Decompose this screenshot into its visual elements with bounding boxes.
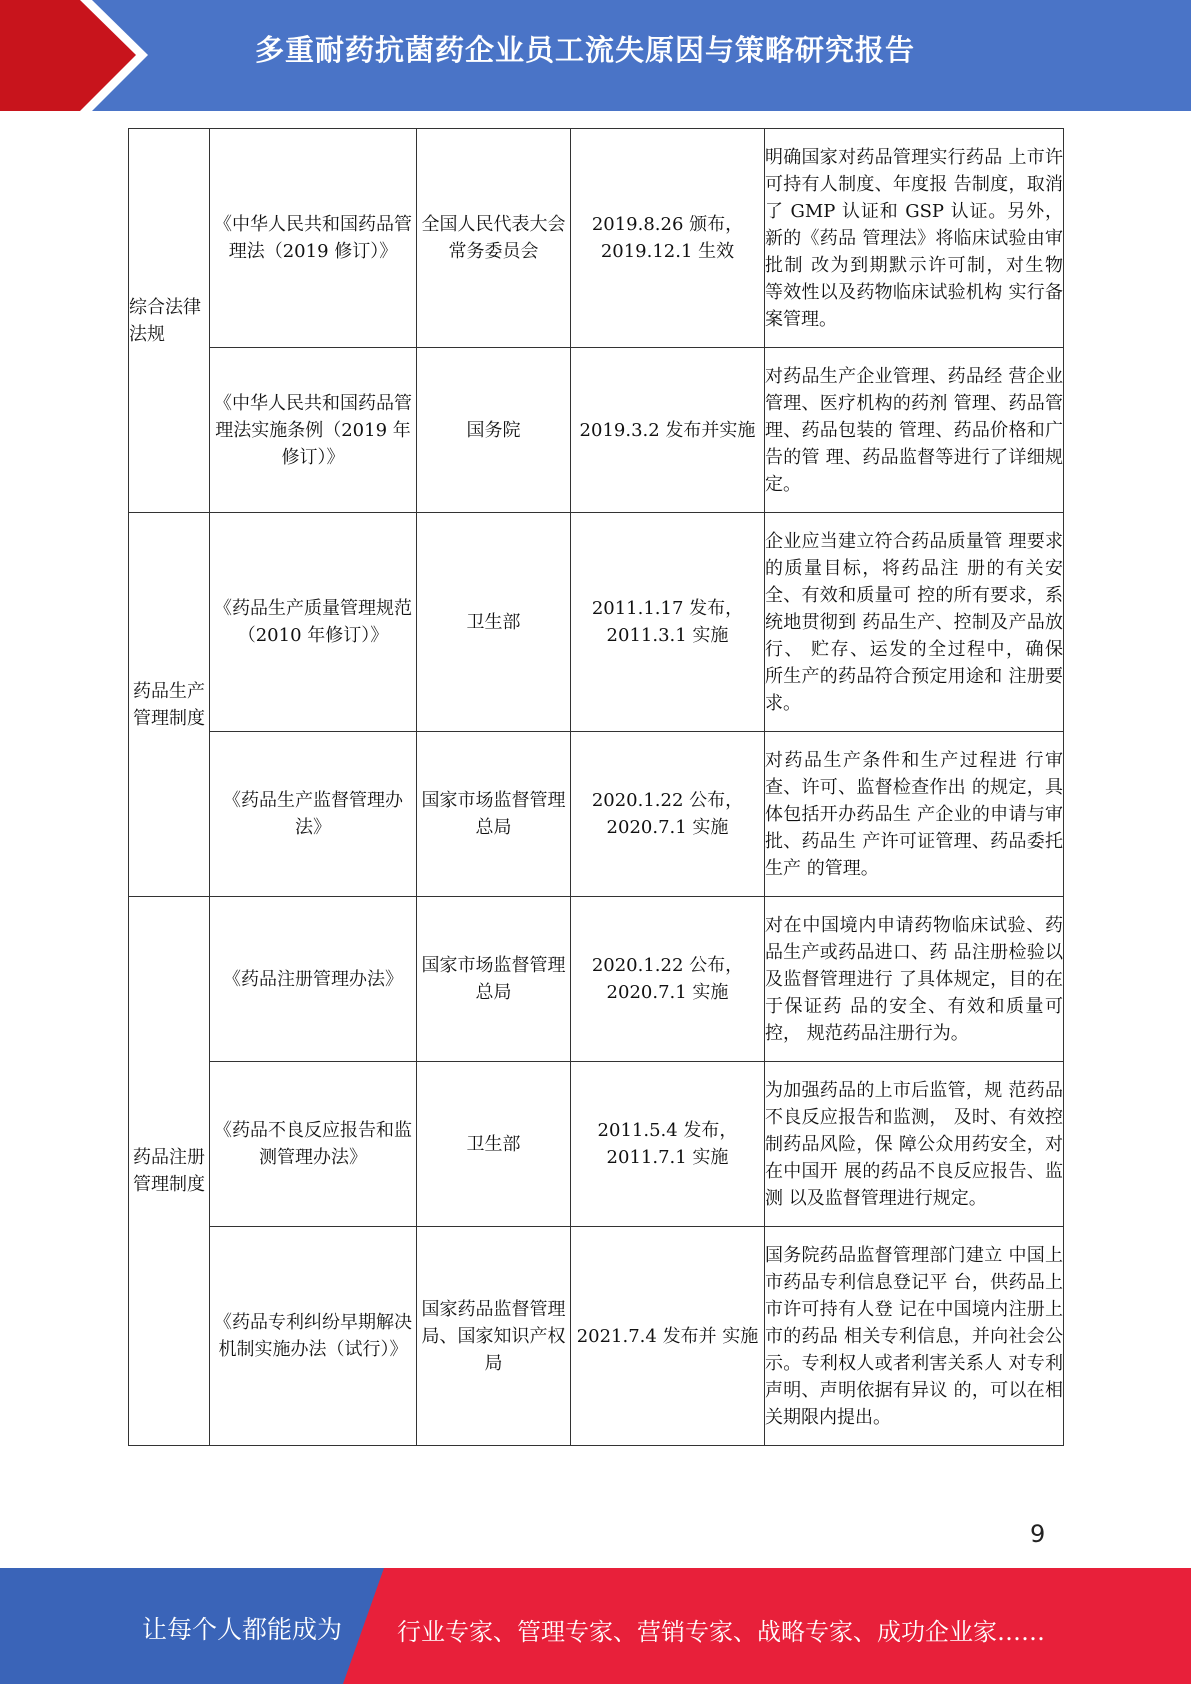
report-title: 多重耐药抗菌药企业员工流失原因与策略研究报告 bbox=[255, 33, 916, 67]
page-footer bbox=[0, 1568, 1191, 1684]
table-row bbox=[129, 348, 1064, 513]
regulation-name-cell: 《药品注册管理办法》 bbox=[210, 897, 417, 1062]
date-cell: 2019.8.26 颁布， 2019.12.1 生效 bbox=[571, 129, 765, 348]
table-row bbox=[129, 1062, 1064, 1227]
issuer-cell: 卫生部 bbox=[417, 1062, 571, 1227]
issuer-cell: 国家市场监督管理总局 bbox=[417, 732, 571, 897]
date-cell: 2011.5.4 发布， 2011.7.1 实施 bbox=[571, 1062, 765, 1227]
description-cell: 为加强药品的上市后监管，规 范药品不良反应报告和监测， 及时、有效控制药品风险，保 障公众用药安全，对在中国开 展的药品不良反应报告、监测 以及监督管理进行规定。 bbox=[765, 1062, 1064, 1227]
table-row bbox=[129, 1227, 1064, 1446]
regulation-name-cell: 《药品专利纠纷早期解决机制实施办法（试行）》 bbox=[210, 1227, 417, 1446]
description-cell: 明确国家对药品管理实行药品 上市许可持有人制度、年度报 告制度，取消了 GMP 认证和 GSP 认证。另外，新的《药品 管理法》将临床试验由审批制 改为到期默示许可制，对生物 等效性以及药物临床试验机构 实行备案管理。 bbox=[765, 129, 1064, 348]
page-number: 9 bbox=[1030, 1520, 1046, 1548]
description-cell: 对在中国境内申请药物临床试验、药品生产或药品进口、药 品注册检验以及监督管理进行 了具体规定，目的在于保证药 品的安全、有效和质量可控， 规范药品注册行为。 bbox=[765, 897, 1064, 1062]
footer-slogan-right: 行业专家、管理专家、营销专家、战略专家、成功企业家…… bbox=[397, 1618, 1045, 1646]
table-row bbox=[129, 129, 1064, 348]
issuer-cell: 国家药品监督管理局、国家知识产权局 bbox=[417, 1227, 571, 1446]
table-row bbox=[129, 732, 1064, 897]
issuer-cell: 国务院 bbox=[417, 348, 571, 513]
regulation-name-cell: 《中华人民共和国药品管理法（2019 修订）》 bbox=[210, 129, 417, 348]
issuer-cell: 国家市场监督管理总局 bbox=[417, 897, 571, 1062]
category-cell: 药品注册管理制度 bbox=[129, 897, 210, 1446]
table-row bbox=[129, 897, 1064, 1062]
regulation-name-cell: 《中华人民共和国药品管理法实施条例（2019 年修订）》 bbox=[210, 348, 417, 513]
regulations-table bbox=[128, 128, 1064, 1446]
header-chevron-decoration bbox=[0, 0, 150, 111]
description-cell: 国务院药品监督管理部门建立 中国上市药品专利信息登记平 台，供药品上市许可持有人登 记在中国境内注册上市的药品 相关专利信息，并向社会公 示。专利权人或者利害关系人 对专利声明、声明依据有异议 的，可以在相关期限内提出。 bbox=[765, 1227, 1064, 1446]
issuer-cell: 卫生部 bbox=[417, 513, 571, 732]
regulation-name-cell: 《药品不良反应报告和监测管理办法》 bbox=[210, 1062, 417, 1227]
category-cell: 综合法律法规 bbox=[129, 129, 210, 513]
date-cell: 2021.7.4 发布并 实施 bbox=[571, 1227, 765, 1446]
description-cell: 对药品生产企业管理、药品经 营企业管理、医疗机构的药剂 管理、药品管理、药品包装的 管理、药品价格和广告的管 理、药品监督等进行了详细规 定。 bbox=[765, 348, 1064, 513]
date-cell: 2011.1.17 发布， 2011.3.1 实施 bbox=[571, 513, 765, 732]
issuer-cell: 全国人民代表大会常务委员会 bbox=[417, 129, 571, 348]
date-cell: 2019.3.2 发布并实施 bbox=[571, 348, 765, 513]
description-cell: 企业应当建立符合药品质量管 理要求的质量目标，将药品注 册的有关安全、有效和质量可 控的所有要求，系统地贯彻到 药品生产、控制及产品放行、 贮存、运发的全过程中，确保 所生产的药品符合预定用途和 注册要求。 bbox=[765, 513, 1064, 732]
regulation-name-cell: 《药品生产质量管理规范（2010 年修订）》 bbox=[210, 513, 417, 732]
page-header bbox=[0, 0, 1191, 111]
footer-slogan-left: 让每个人都能成为 bbox=[142, 1615, 343, 1644]
date-cell: 2020.1.22 公布， 2020.7.1 实施 bbox=[571, 732, 765, 897]
description-cell: 对药品生产条件和生产过程进 行审查、许可、监督检查作出 的规定，具体包括开办药品生 产企业的申请与审批、药品生 产许可证管理、药品委托生产 的管理。 bbox=[765, 732, 1064, 897]
regulation-name-cell: 《药品生产监督管理办法》 bbox=[210, 732, 417, 897]
table-row bbox=[129, 513, 1064, 732]
date-cell: 2020.1.22 公布， 2020.7.1 实施 bbox=[571, 897, 765, 1062]
category-cell: 药品生产管理制度 bbox=[129, 513, 210, 897]
